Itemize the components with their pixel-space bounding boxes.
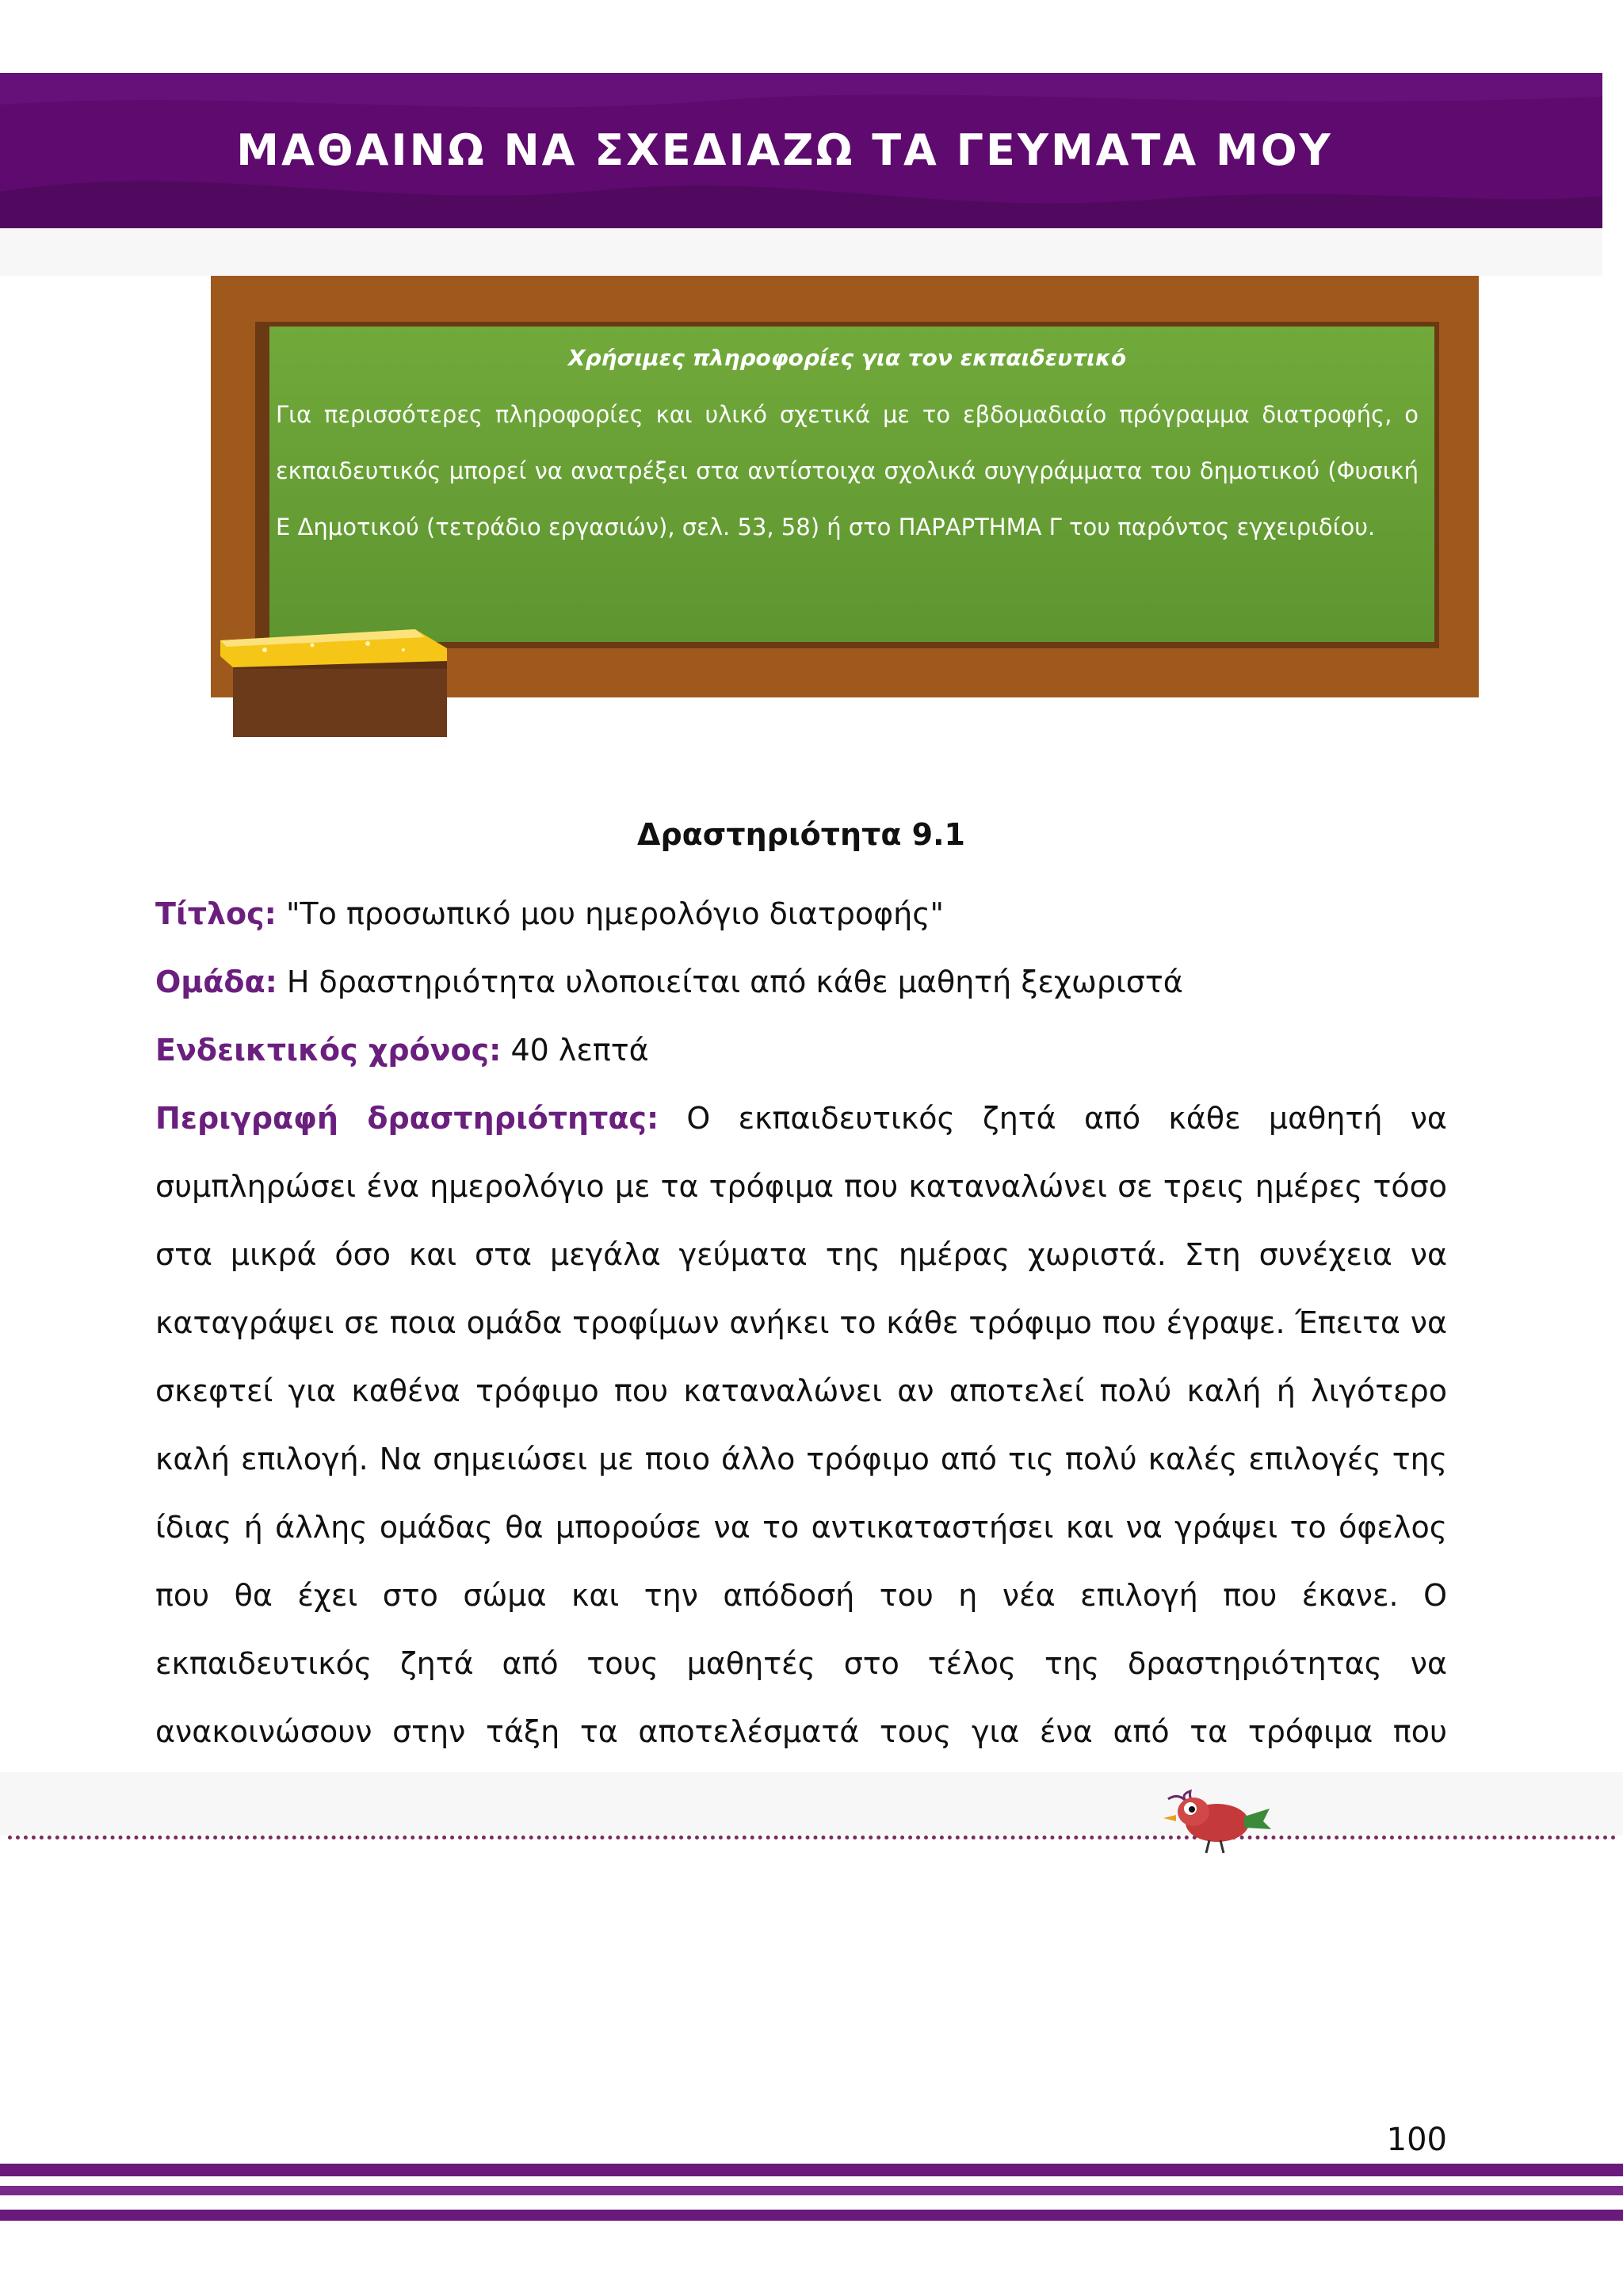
page-number: 100 (1386, 2122, 1447, 2158)
activity-section (155, 880, 1447, 1834)
time-label: Ενδεικτικός χρόνος: (155, 1033, 502, 1068)
header-banner (0, 73, 1602, 228)
footer-bar (0, 2210, 1623, 2221)
info-body: Για περισσότερες πληροφορίες και υλικό σχετικά με το εβδομαδιαίο πρόγραμμα διατροφής, ο εκπαιδευτικός μπορεί να ανατρέξει στα αντίστοιχα σχολικά συγγράμματα του δημοτικού (Φυσική Ε Δημοτικού (τετράδιο εργασιών), σελ. 53, 58) ή στο ΠΑΡΑΡΤΗΜΑ Γ του παρόντος εγχειριδίου. (276, 401, 1419, 541)
activity-time-line (155, 1016, 1447, 1084)
bottom-strip (0, 1772, 1623, 1836)
title-label: Τίτλος: (155, 896, 277, 931)
activity-heading: Δραστηριότητα 9.1 (637, 817, 965, 852)
eraser-icon (217, 609, 455, 740)
activity-description (155, 1084, 1447, 1834)
activity-group-line (155, 948, 1447, 1016)
page-header-title: ΜΑΘΑΙΝΩ ΝΑ ΣΧΕΔΙΑΖΩ ΤΑ ΓΕΥΜΑΤΑ ΜΟΥ (236, 125, 1333, 175)
activity-title-line (155, 880, 1447, 948)
footer-bar (0, 2164, 1623, 2176)
dotted-divider (8, 1836, 1617, 1839)
chalkboard-surface (269, 327, 1434, 642)
time-value: 40 λεπτά (510, 1033, 649, 1068)
description-value: Ο εκπαιδευτικός ζητά από κάθε μαθητή να συμπληρώσει ένα ημερολόγιο με τα τρόφιμα που καταναλώνει σε τρεις ημέρες τόσο στα μικρά όσο και στα μεγάλα γεύματα της ημέρας χωριστά. Στη συνέχεια να καταγράψει σε ποια ομάδα τροφίμων ανήκει το κάθε τρόφιμο που έγραψε. Έπειτα να σκεφτεί για καθένα τρόφιμο που καταναλώνει αν αποτελεί πολύ καλή ή λιγότερο καλή επιλογή. Να σημειώσει με ποιο άλλο τρόφιμο από τις πολύ καλές επιλογές της ίδιας ή άλλης ομάδας θα μπορούσε να το αντικαταστήσει και να γράψει το όφελος που θα έχει στο σώμα και την απόδοσή του η νέα επιλογή που έκανε. Ο εκπαιδευτικός ζητά από τους μαθητές στο τέλος της δραστηριότητας να ανακοινώσουν στην τάξη τα αποτελέσματά τους για ένα από τα τρόφιμα που (155, 1101, 1447, 1749)
group-value: Η δραστηριότητα υλοποιείται από κάθε μαθητή ξεχωριστά (286, 965, 1183, 999)
title-value: "Το προσωπικό μου ημερολόγιο διατροφής" (285, 896, 944, 931)
description-label: Περιγραφή δραστηριότητας: (155, 1101, 659, 1136)
info-heading: Χρήσιμες πληροφορίες για τον εκπαιδευτικό (567, 345, 1127, 371)
header-strip (0, 228, 1602, 276)
group-label: Ομάδα: (155, 965, 277, 999)
bird-icon (1162, 1777, 1273, 1856)
footer-bar (0, 2186, 1623, 2195)
